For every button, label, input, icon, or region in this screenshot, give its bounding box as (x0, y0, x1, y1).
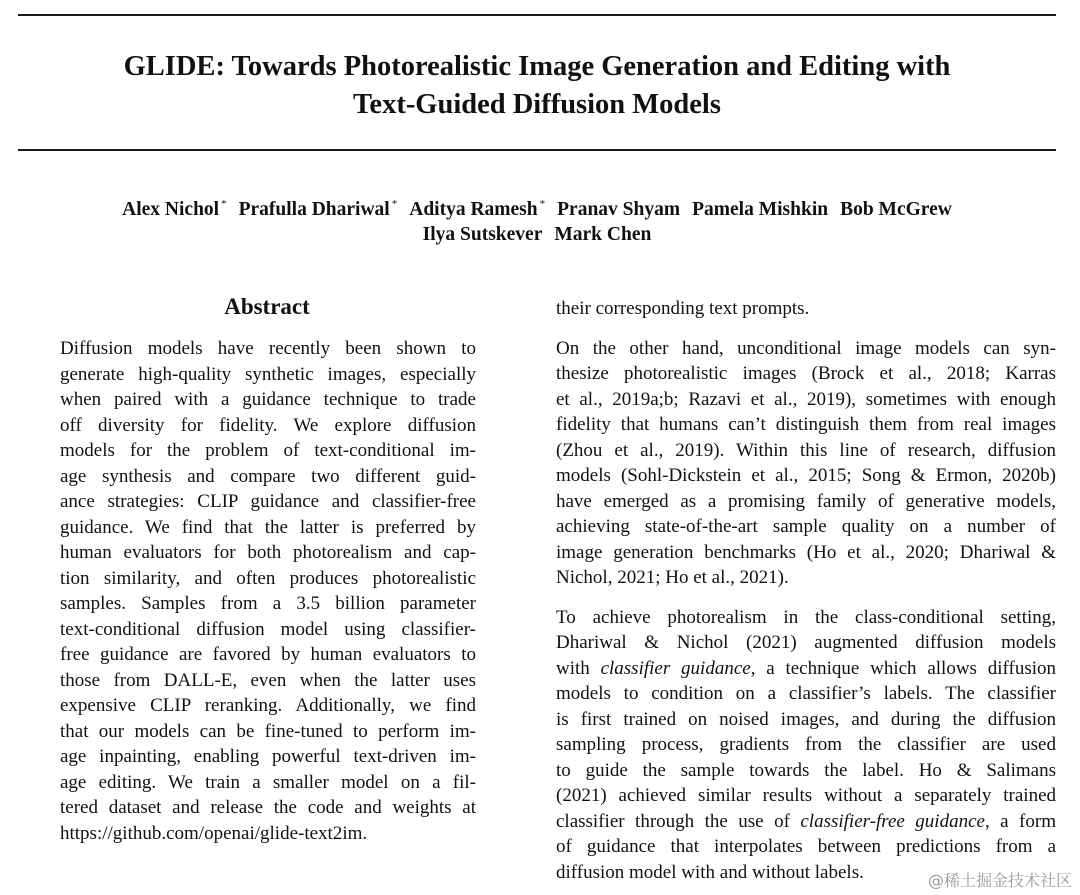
text-line: On the other hand, unconditional image models can syn- (556, 337, 1056, 359)
italic-term: classifier guidance (600, 657, 751, 679)
abstract-line: that our models can be fine-tuned to perform im- (60, 720, 476, 742)
text-line: diffusion model with and without labels. (556, 861, 864, 883)
abstract-line: age inpainting, enabling powerful text-driven im- (60, 746, 476, 767)
text-line: (2021) achieved similar results without a separately trained (556, 785, 1056, 806)
equal-contribution-mark: * (539, 198, 546, 210)
author-name: Pranav Shyam (557, 199, 681, 220)
text-line: To achieve photorealism in the class-conditional setting, (556, 606, 1056, 628)
abstract-line: age synthesis and compare two different guid- (60, 465, 476, 487)
abstract-line: those from DALL-E, even when the latter uses (60, 669, 476, 691)
paragraph (556, 605, 1056, 886)
text-line: sampling process, gradients from the classifier are used (556, 734, 1056, 755)
abstract-line: samples. Samples from a 3.5 billion parameter (60, 593, 476, 614)
author-name: Prafulla Dhariwal * (238, 198, 398, 220)
author-row (18, 222, 1056, 247)
abstract-line: models for the problem of text-conditional im- (60, 440, 476, 461)
bottom-rule (18, 149, 1056, 151)
text-line: Nichol, 2021; Ho et al., 2021). (556, 567, 789, 588)
abstract-line: human evaluators for both photorealism and cap- (60, 542, 476, 563)
abstract-line: https://github.com/openai/glide-text2im. (60, 822, 368, 844)
equal-contribution-mark: * (221, 198, 227, 210)
text-line: with classifier guidance, a technique which allows diffusion (556, 657, 1057, 679)
text-line: (Zhou et al., 2019). Within this line of research, diffusion (556, 439, 1056, 461)
abstract-line: off diversity for fidelity. We explore diffusion (60, 414, 476, 436)
author-name: Bob McGrew (840, 199, 952, 220)
text-line: fidelity that humans can’t distinguish them from real images (556, 414, 1056, 435)
author-list (18, 197, 1056, 247)
introduction-text (556, 296, 1056, 885)
author-name: Alex Nichol * (122, 198, 227, 220)
abstract-line: free guidance are favored by human evaluators to (60, 644, 476, 665)
abstract-line: text-conditional diffusion model using classifier- (60, 618, 476, 640)
title-line: Text-Guided Diffusion Models (353, 89, 721, 120)
paragraph (556, 296, 1056, 322)
text-line: Dhariwal & Nichol (2021) augmented diffusion models (556, 632, 1056, 653)
author-name: Ilya Sutskever (422, 224, 543, 245)
abstract-line: tion similarity, and often produces photorealistic (60, 567, 476, 589)
paragraph-gap (556, 591, 1056, 605)
abstract-heading: Abstract (224, 294, 310, 319)
title-line: GLIDE: Towards Photorealistic Image Generation and Editing with (123, 51, 951, 82)
abstract-line: ance strategies: CLIP guidance and classifier-free (60, 491, 476, 512)
equal-contribution-mark: * (391, 198, 398, 210)
text-line: thesize photorealistic images (Brock et al., 2018; Karras (556, 363, 1056, 384)
abstract-line: guidance. We find that the latter is preferred by (60, 516, 476, 538)
abstract-line: age editing. We train a smaller model on a fil- (60, 771, 476, 793)
text-line: et al., 2019a;b; Razavi et al., 2019), sometimes with enough (556, 388, 1056, 410)
abstract-line: generate high-quality synthetic images, especially (60, 363, 476, 385)
text-line: achieving state-of-the-art sample quality on a number of (556, 516, 1056, 537)
paragraph-gap (556, 322, 1056, 336)
text-line: models (Sohl-Dickstein et al., 2015; Song & Ermon, 2020b) (556, 465, 1056, 486)
top-rule (18, 14, 1056, 16)
text-line: of guidance that interpolates between predictions from a (556, 836, 1056, 857)
abstract-line: Diffusion models have recently been shown to (60, 338, 476, 359)
abstract-body (60, 336, 476, 846)
text-line: to guide the sample towards the label. Ho & Salimans (556, 759, 1056, 781)
author-name: Pamela Mishkin (692, 199, 829, 220)
abstract-line: when paired with a guidance technique to trade (60, 389, 476, 410)
text-line: have emerged as a promising family of generative models, (556, 490, 1056, 512)
text-line: classifier through the use of classifier-free guidance, a form (556, 810, 1056, 832)
text-line: image generation benchmarks (Ho et al., 2020; Dhariwal & (556, 541, 1056, 563)
abstract-line: tered dataset and release the code and weights at (60, 797, 476, 818)
text-line: models to condition on a classifier’s labels. The classifier (556, 683, 1056, 704)
abstract-line: expensive CLIP reranking. Additionally, we find (60, 695, 476, 716)
paragraph (556, 336, 1056, 591)
italic-term: classifier-free guidance (800, 810, 985, 832)
author-name: Mark Chen (554, 224, 652, 245)
author-name: Aditya Ramesh * (409, 198, 546, 220)
paper-title (18, 48, 1056, 124)
author-row (18, 197, 1056, 222)
watermark: @稀土掘金技术社区 (927, 871, 1072, 890)
text-line: is first trained on noised images, and during the diffusion (556, 708, 1056, 730)
text-line: their corresponding text prompts. (556, 298, 810, 319)
